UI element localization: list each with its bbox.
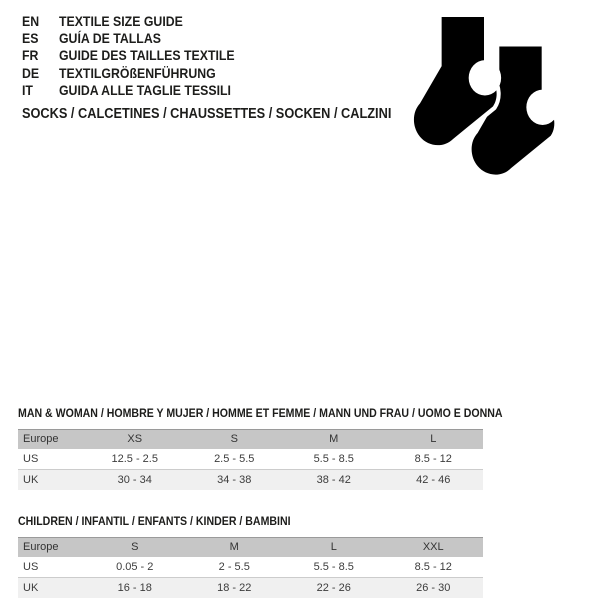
table-header-cell: L xyxy=(430,433,437,445)
table-header-row xyxy=(18,429,483,449)
size-cell: 18 - 22 xyxy=(217,582,252,594)
table-row-us xyxy=(18,449,483,470)
size-cell: 8.5 - 12 xyxy=(414,453,452,465)
table-title xyxy=(18,405,503,423)
size-table-grid xyxy=(18,429,483,490)
language-code: ES xyxy=(22,30,39,47)
size-cell: 16 - 18 xyxy=(117,582,152,594)
size-cell: 5.5 - 8.5 xyxy=(313,453,354,465)
size-cell: 34 - 38 xyxy=(217,474,252,486)
language-row-fr xyxy=(22,47,282,64)
language-label: GUÍA DE TALLAS xyxy=(58,30,161,47)
table-header-cell: M xyxy=(329,433,339,445)
table-title-text: MAN & WOMAN / HOMBRE Y MUJER / HOMME ET FEMME / MANN UND FRAU / UOMO E DONNA xyxy=(18,408,503,420)
size-cell: 42 - 46 xyxy=(416,474,451,486)
category-heading xyxy=(22,105,442,123)
size-cell: 0.05 - 2 xyxy=(116,561,154,573)
table-row-us xyxy=(18,557,483,578)
language-code: DE xyxy=(22,64,40,81)
socks-icon xyxy=(411,17,557,176)
language-label: TEXTILE SIZE GUIDE xyxy=(58,12,183,29)
language-label: GUIDE DES TAILLES TEXTILE xyxy=(58,47,235,64)
table-row-uk xyxy=(18,470,483,490)
size-cell: 12.5 - 2.5 xyxy=(111,453,158,465)
size-cell: 30 - 34 xyxy=(117,474,152,486)
size-cell: 5.5 - 8.5 xyxy=(313,561,354,573)
table-title xyxy=(18,513,483,531)
language-row-it xyxy=(22,82,282,99)
size-cell: 22 - 26 xyxy=(316,582,351,594)
table-header-cell: M xyxy=(229,541,239,553)
row-label-cell: UK xyxy=(23,582,39,594)
table-header-cell: L xyxy=(330,541,337,553)
size-table-grid xyxy=(18,537,483,598)
language-code: IT xyxy=(22,82,33,99)
table-header-cell: XXL xyxy=(422,541,444,553)
table-header-cell: XS xyxy=(127,433,143,445)
table-header-cell: S xyxy=(131,541,139,553)
size-cell: 2.5 - 5.5 xyxy=(214,453,255,465)
row-label-cell: US xyxy=(23,561,39,573)
language-code: EN xyxy=(22,12,40,29)
language-row-es xyxy=(22,29,282,46)
category-heading-text: SOCKS / CALCETINES / CHAUSSETTES / SOCKEN / CALZINI xyxy=(22,106,392,122)
size-cell: 38 - 42 xyxy=(316,474,351,486)
table-title-text: CHILDREN / INFANTIL / ENFANTS / KINDER / BAMBINI xyxy=(18,516,291,528)
table-header-cell: Europe xyxy=(23,541,59,553)
language-label: TEXTILGRÖßENFÜHRUNG xyxy=(58,64,216,81)
language-list xyxy=(22,12,282,99)
table-row-uk xyxy=(18,578,483,598)
table-header-cell: S xyxy=(230,433,238,445)
language-label: GUIDA ALLE TAGLIE TESSILI xyxy=(58,82,231,99)
size-table-children xyxy=(18,513,483,598)
language-row-en xyxy=(22,12,282,29)
table-header-cell: Europe xyxy=(23,433,59,445)
size-cell: 8.5 - 12 xyxy=(414,561,452,573)
size-cell: 26 - 30 xyxy=(416,582,451,594)
row-label-cell: UK xyxy=(23,474,39,486)
size-table-adult xyxy=(18,405,503,490)
size-cell: 2 - 5.5 xyxy=(218,561,250,573)
row-label-cell: US xyxy=(23,453,39,465)
language-code: FR xyxy=(22,47,39,64)
table-header-row xyxy=(18,537,483,557)
socks-icon-svg xyxy=(411,17,557,176)
language-row-de xyxy=(22,64,282,81)
